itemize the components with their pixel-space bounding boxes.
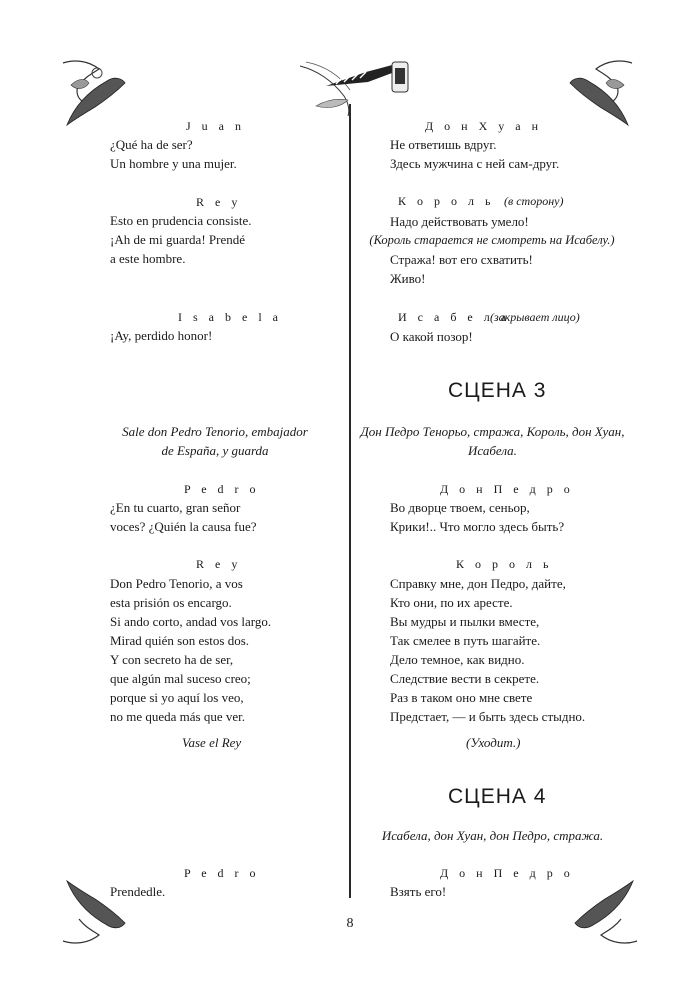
stage-direction: (Король старается не смотреть на Исабелу.): [369, 233, 615, 247]
stage-direction: Дон Педро Тенорьо, стража, Король, дон Хуан,: [360, 424, 625, 439]
aside-direction: (в сторону): [504, 194, 564, 208]
verse-line: ¡Ay, perdido honor!: [110, 328, 213, 343]
speaker-don-juan: Д о н Х у а н: [425, 119, 543, 133]
exit-direction: (Уходит.): [466, 735, 521, 750]
corner-ornament-top-left-icon: [55, 55, 135, 130]
verse-line: a este hombre.: [110, 251, 186, 266]
verse-line: Y con secreto ha de ser,: [110, 652, 234, 667]
stage-direction: de España, y guarda: [161, 443, 269, 458]
verse-line: Так смелее в путь шагайте.: [390, 633, 541, 648]
verse-line: que algún mal suceso creo;: [110, 671, 251, 686]
verse-line: esta prisión os encargo.: [110, 595, 232, 610]
verse-line: Следствие вести в секрете.: [390, 671, 540, 686]
verse-line: Кто они, по их аресте.: [390, 595, 513, 610]
verse-line: Надо действовать умело!: [390, 214, 529, 229]
verse-line: Prendedle.: [110, 884, 166, 899]
verse-line: Раз в таком оно мне свете: [390, 690, 533, 705]
exit-direction: Vase el Rey: [182, 735, 242, 750]
verse-line: porque si yo aquí los veo,: [110, 690, 244, 705]
speaker-don-pedro: Д о н П е д р о: [440, 866, 574, 880]
verse-line: voces? ¿Quién la causa fue?: [110, 519, 257, 534]
speaker-pedro: P e d r o: [184, 866, 260, 880]
verse-line: Si ando corto, andad vos largo.: [110, 614, 272, 629]
corner-ornament-top-right-icon: [560, 55, 640, 130]
stage-direction: Исабела, дон Хуан, дон Педро, стража.: [381, 828, 604, 843]
verse-line: Во дворце твоем, сеньор,: [390, 500, 530, 515]
speaker-rey: R e y: [196, 195, 242, 209]
speaker-isabela: I s a b e l a: [178, 310, 282, 324]
verse-line: Esto en prudencia consiste.: [110, 213, 252, 228]
verse-line: ¡Ah de mi guarda! Prendé: [110, 232, 246, 247]
speaker-juan: J u a n: [186, 119, 245, 133]
verse-line: Mirad quién son estos dos.: [110, 633, 250, 648]
verse-line: ¿En tu cuarto, gran señor: [110, 500, 241, 515]
verse-line: Здесь мужчина с ней сам-друг.: [390, 156, 560, 171]
speaker-rey: R e y: [196, 557, 242, 571]
aside-direction: (закрывает лицо): [490, 310, 580, 324]
verse-line: ¿Qué ha de ser?: [110, 137, 193, 152]
verse-line: Справку мне, дон Педро, дайте,: [390, 576, 566, 591]
header-quill-ornament-icon: [296, 56, 416, 118]
corner-ornament-bottom-right-icon: [565, 875, 645, 950]
verse-line: Живо!: [390, 271, 426, 286]
scene-title: СЦЕНА 4: [448, 785, 547, 808]
verse-line: Don Pedro Tenorio, a vos: [110, 576, 243, 591]
speaker-korol: К о р о л ь: [398, 194, 495, 208]
speaker-don-pedro: Д о н П е д р о: [440, 482, 574, 496]
speaker-isabela: И с а б е л а: [398, 310, 511, 324]
stage-direction: Исабела.: [468, 443, 517, 458]
verse-line: О какой позор!: [390, 329, 473, 344]
stage-direction: Sale don Pedro Tenorio, embajador: [122, 424, 308, 439]
scene-title: СЦЕНА 3: [448, 379, 547, 402]
speaker-pedro: P e d r o: [184, 482, 260, 496]
speaker-korol: К о р о л ь: [456, 557, 553, 571]
column-divider: [349, 104, 351, 898]
verse-line: Предстает, — и быть здесь стыдно.: [390, 709, 586, 724]
verse-line: no me queda más que ver.: [110, 709, 246, 724]
verse-line: Взять его!: [390, 884, 447, 899]
verse-line: Не ответишь вдруг.: [390, 137, 497, 152]
verse-line: Un hombre y una mujer.: [110, 156, 237, 171]
verse-line: Вы мудры и пылки вместе,: [390, 614, 540, 629]
verse-line: Крики!.. Что могло здесь быть?: [390, 519, 565, 534]
verse-line: Стража! вот его схватить!: [390, 252, 533, 267]
verse-line: Дело темное, как видно.: [390, 652, 525, 667]
page-number: 8: [346, 916, 354, 931]
